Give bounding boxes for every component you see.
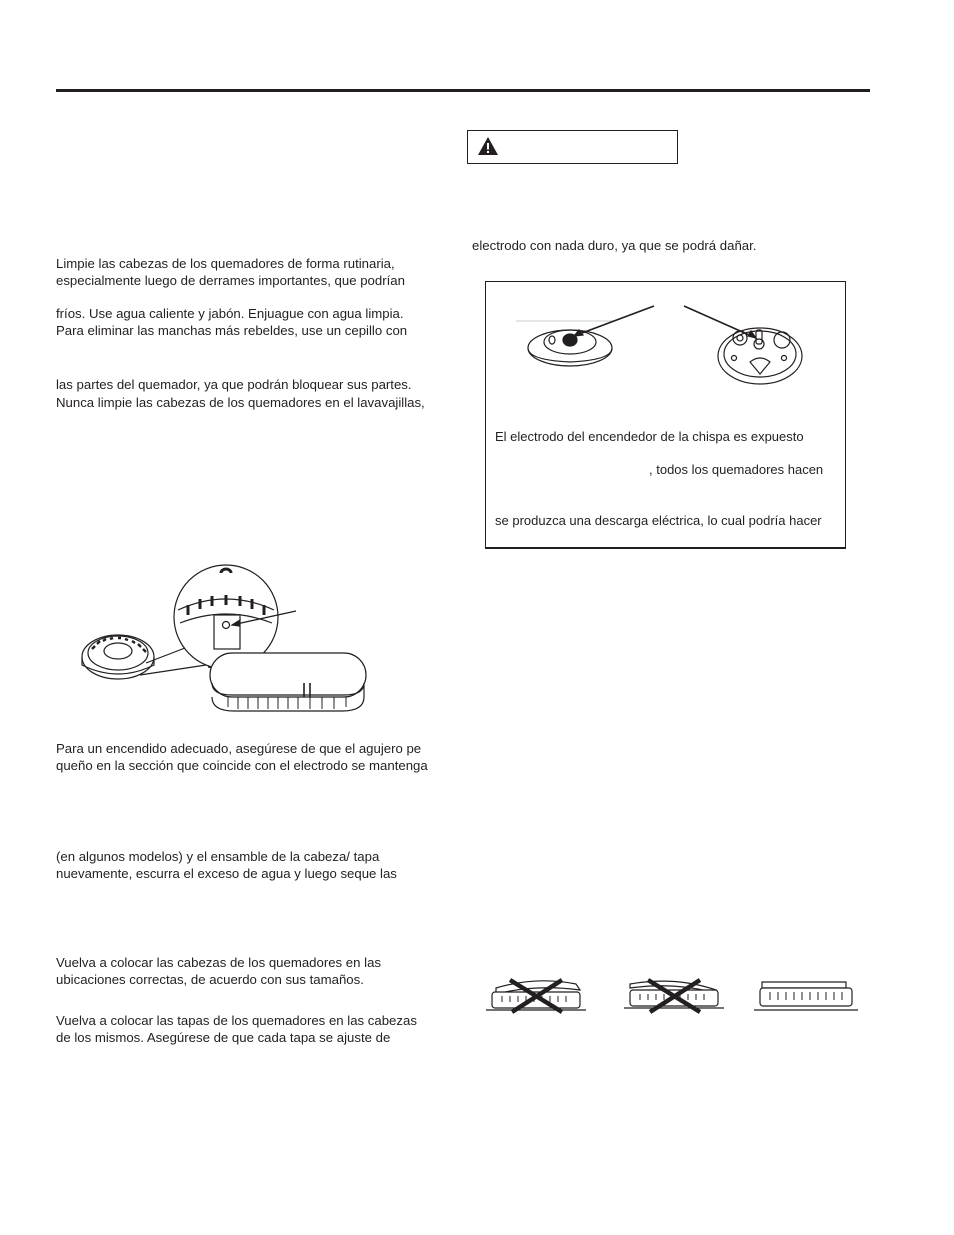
warning-triangle-icon xyxy=(477,136,499,156)
electrode-info-box xyxy=(485,281,846,549)
electrode-box-text-line: , todos los quemadores hacen xyxy=(649,462,824,477)
cleaning-text-line: las partes del quemador, ya que podrán bloquear sus partes. xyxy=(56,377,412,392)
cleaning-text-line: Limpie las cabezas de los quemadores de forma rutinaria, xyxy=(56,256,395,271)
cap-placement-illustration xyxy=(486,972,858,1020)
replace-heads-text-line: Vuelva a colocar las cabezas de los quemadores en las xyxy=(56,955,381,970)
burner-head-illustration xyxy=(78,565,368,735)
electrode-illustration xyxy=(516,300,816,390)
cap-correct-icon xyxy=(754,982,858,1010)
electrode-box-text-line: El electrodo del encendedor de la chispa es expuesto xyxy=(495,429,804,444)
ignition-text-line: queño en la sección que coincide con el electrodo se mantenga xyxy=(56,758,428,773)
cap-incorrect-icon xyxy=(486,980,586,1012)
electrode-box-text-line: se produzca una descarga eléctrica, lo cual podría hacer xyxy=(495,513,822,528)
cleaning-text-line: Nunca limpie las cabezas de los quemadores en el lavavajillas, xyxy=(56,395,425,410)
replace-caps-text-line: Vuelva a colocar las tapas de los quemadores en las cabezas xyxy=(56,1013,417,1028)
cleaning-text-line: especialmente luego de derrames importantes, que podrían xyxy=(56,273,405,288)
drying-text-line: (en algunos modelos) y el ensamble de la cabeza/ tapa xyxy=(56,849,380,864)
header-rule xyxy=(56,89,870,92)
cleaning-text-line: fríos. Use agua caliente y jabón. Enjuague con agua limpia. xyxy=(56,306,404,321)
replace-caps-text-line: de los mismos. Asegúrese de que cada tapa se ajuste de xyxy=(56,1030,391,1045)
drying-text-line: nuevamente, escurra el exceso de agua y luego seque las xyxy=(56,866,397,881)
ignition-text-line: Para un encendido adecuado, asegúrese de que el agujero pe xyxy=(56,741,422,756)
replace-heads-text-line: ubicaciones correctas, de acuerdo con sus tamaños. xyxy=(56,972,364,987)
electrode-note: electrodo con nada duro, ya que se podrá dañar. xyxy=(472,238,757,253)
cleaning-text-line: Para eliminar las manchas más rebeldes, use un cepillo con xyxy=(56,323,408,338)
cap-incorrect-icon xyxy=(624,980,724,1012)
warning-label xyxy=(467,130,678,164)
